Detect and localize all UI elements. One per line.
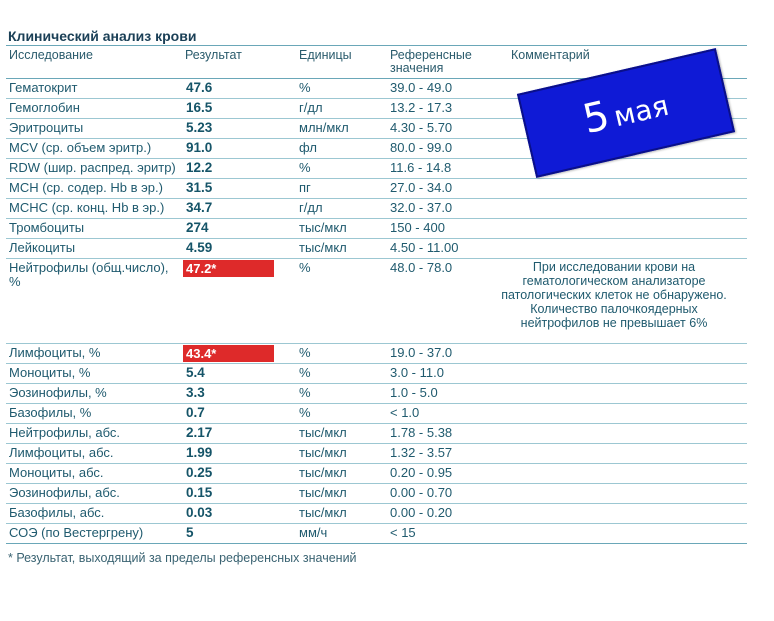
row-result: 47.2*: [186, 261, 217, 276]
row-name: Эозинофилы, абс.: [9, 485, 120, 500]
row-divider: [6, 423, 747, 424]
row-name: MCHC (ср. конц. Hb в эр.): [9, 200, 165, 215]
row-ref: 32.0 - 37.0: [390, 200, 453, 215]
row-ref: 0.20 - 0.95: [390, 465, 453, 480]
row-units: %: [299, 80, 311, 95]
row-units: %: [299, 365, 311, 380]
row-units: %: [299, 160, 311, 175]
row-result: 3.3: [186, 385, 205, 400]
row-result: 4.59: [186, 240, 213, 255]
row-ref: 1.0 - 5.0: [390, 385, 438, 400]
row-name: MCV (ср. объем эритр.): [9, 140, 152, 155]
row-units: %: [299, 345, 311, 360]
row-ref: 39.0 - 49.0: [390, 80, 453, 95]
row-divider: [6, 503, 747, 504]
row-ref: < 1.0: [390, 405, 420, 420]
row-result: 47.6: [186, 80, 213, 95]
row-ref: 3.0 - 11.0: [390, 365, 444, 380]
row-result: 0.15: [186, 485, 213, 500]
row-result: 2.17: [186, 425, 213, 440]
date-stamp-day: 5: [578, 92, 614, 144]
out-of-range-flag: [183, 345, 274, 362]
row-name-continued: %: [9, 274, 21, 289]
row-name: Лимфоциты, %: [9, 345, 101, 360]
header-ref-line1: Референсные: [390, 48, 472, 62]
row-ref: 0.00 - 0.70: [390, 485, 453, 500]
row-units: г/дл: [299, 200, 323, 215]
report-title: Клинический анализ крови: [8, 28, 197, 44]
header-units: Единицы: [299, 48, 352, 62]
row-name: Моноциты, %: [9, 365, 91, 380]
out-of-range-flag: [183, 260, 274, 277]
row-divider: [6, 258, 747, 259]
row-ref: 1.32 - 3.57: [390, 445, 453, 460]
date-stamp-month: мая: [610, 88, 672, 134]
row-divider: [6, 523, 747, 524]
row-result: 12.2: [186, 160, 213, 175]
row-divider: [6, 483, 747, 484]
row-divider: [6, 238, 747, 239]
row-units: %: [299, 385, 311, 400]
row-divider: [6, 383, 747, 384]
row-ref: < 15: [390, 525, 416, 540]
row-name: Базофилы, абс.: [9, 505, 105, 520]
row-divider: [6, 198, 747, 199]
row-divider: [6, 403, 747, 404]
row-name: MCH (ср. содер. Hb в эр.): [9, 180, 163, 195]
row-result: 274: [186, 220, 209, 235]
row-units: тыс/мкл: [299, 425, 347, 440]
row-units: тыс/мкл: [299, 445, 347, 460]
header-ref-line2: значения: [390, 61, 444, 75]
row-units: тыс/мкл: [299, 240, 347, 255]
row-result: 0.03: [186, 505, 213, 520]
row-result: 0.25: [186, 465, 213, 480]
row-comment: При исследовании крови на гематологическом анализаторе патологических клеток не обнаружено. Количество палочкоядерных нейтрофилов не превышает 6%: [501, 260, 727, 330]
row-name: Гемоглобин: [9, 100, 80, 115]
row-result: 5.4: [186, 365, 205, 380]
row-result: 16.5: [186, 100, 213, 115]
row-result: 31.5: [186, 180, 213, 195]
row-name: Нейтрофилы (общ.число),: [9, 260, 169, 275]
footnote: * Результат, выходящий за пределы референсных значений: [8, 551, 357, 565]
header-test: Исследование: [9, 48, 93, 62]
row-result: 43.4*: [186, 346, 217, 361]
row-units: тыс/мкл: [299, 220, 347, 235]
row-divider: [6, 218, 747, 219]
row-result: 0.7: [186, 405, 205, 420]
row-result: 5.23: [186, 120, 213, 135]
row-units: пг: [299, 180, 311, 195]
date-stamp-text: [523, 66, 728, 156]
row-units: тыс/мкл: [299, 505, 347, 520]
row-ref: 13.2 - 17.3: [390, 100, 453, 115]
row-ref: 0.00 - 0.20: [390, 505, 453, 520]
row-divider: [6, 463, 747, 464]
row-ref: 80.0 - 99.0: [390, 140, 453, 155]
row-ref: 48.0 - 78.0: [390, 260, 453, 275]
row-ref: 1.78 - 5.38: [390, 425, 453, 440]
row-ref: 4.50 - 11.00: [390, 240, 459, 255]
row-name: RDW (шир. распред. эритр): [9, 160, 176, 175]
row-divider: [6, 178, 747, 179]
row-units: тыс/мкл: [299, 465, 347, 480]
row-units: %: [299, 405, 311, 420]
row-name: Базофилы, %: [9, 405, 92, 420]
row-units: мм/ч: [299, 525, 328, 540]
row-ref: 4.30 - 5.70: [390, 120, 453, 135]
header-top-rule: [6, 45, 747, 46]
row-name: Лимфоциты, абс.: [9, 445, 114, 460]
row-name: Лейкоциты: [9, 240, 76, 255]
row-divider: [6, 158, 747, 159]
row-result: 5: [186, 525, 194, 540]
row-ref: 11.6 - 14.8: [390, 160, 452, 175]
row-units: тыс/мкл: [299, 485, 347, 500]
header-comment: Комментарий: [511, 48, 590, 62]
row-name: Гематокрит: [9, 80, 78, 95]
row-ref: 27.0 - 34.0: [390, 180, 453, 195]
row-name: Эозинофилы, %: [9, 385, 107, 400]
row-divider: [6, 443, 747, 444]
header-result: Результат: [185, 48, 242, 62]
row-units: г/дл: [299, 100, 323, 115]
row-units: млн/мкл: [299, 120, 349, 135]
row-units: фл: [299, 140, 317, 155]
row-units: %: [299, 260, 311, 275]
row-name: Тромбоциты: [9, 220, 85, 235]
table-bottom-rule: [6, 543, 747, 544]
row-divider: [6, 363, 747, 364]
row-name: Эритроциты: [9, 120, 84, 135]
row-result: 34.7: [186, 200, 213, 215]
row-ref: 150 - 400: [390, 220, 445, 235]
row-ref: 19.0 - 37.0: [390, 345, 453, 360]
row-name: Моноциты, абс.: [9, 465, 104, 480]
row-name: Нейтрофилы, абс.: [9, 425, 121, 440]
row-name: СОЭ (по Вестергрену): [9, 525, 144, 540]
row-result: 1.99: [186, 445, 213, 460]
row-divider: [6, 343, 747, 344]
row-result: 91.0: [186, 140, 213, 155]
